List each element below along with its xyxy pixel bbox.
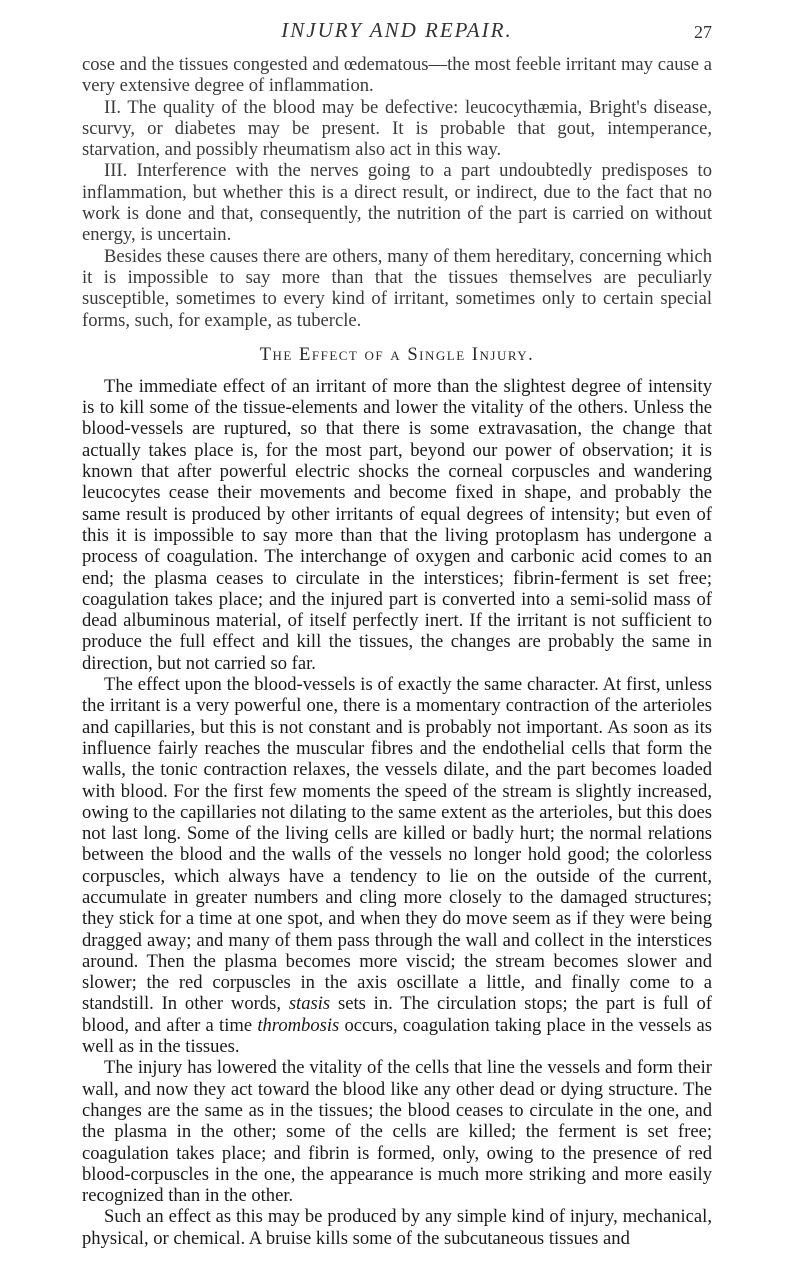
paragraph-injury: The injury has lowered the vitality of the cells that line the vessels and form their wall, and now they act toward the blood like any other dead or dying structure. The changes are the same as in the tissues; the blood ceases to circulate in the one, and the plasma in the other; some of the cells are killed; the ferment is set free; coagulation takes place; and fibrin is formed, only, owing to the presence of red blood-corpuscles in the one, the appearance is much more striking and more easily recognized than in the other.: [82, 1057, 712, 1207]
running-head: [82, 18, 712, 54]
paragraph-continued: cose and the tissues congested and œdematous—the most feeble irritant may cause a very extensive degree of inflammation.: [82, 54, 712, 97]
paragraph-cause-ii: II. The quality of the blood may be defective: leucocythæmia, Bright's disease, scurvy, or diabetes may be present. It is probable that gout, intemperance, starvation, and possibly rheumatism also act in this way.: [82, 96, 712, 161]
section-heading: The Effect of a Single Injury.: [259, 343, 535, 365]
paragraph-immediate-effect: The immediate effect of an irritant of more than the slightest degree of intensity is to kill some of the tissue-elements and lower the vitality of the others. Unless the blood-vessels are ruptured, so that there is some extravasation, the change that actually takes place is, for the most part, beyond our power of observation; it is known that after powerful electric shocks the corneal corpuscles and wandering leucocytes cease their movements and become fixed in shape, and probably the same result is produced by other irritants of equal degrees of intensity; but even of this it is impossible to say more than that the living protoplasm has undergone a process of coagulation. The interchange of oxygen and carbonic acid comes to an end; the plasma ceases to circulate in the interstices; fibrin-ferment is set free; coagulation takes place; and the injured part is converted into a semi-solid mass of dead albuminous material, of itself perfectly inert. If the irritant is not sufficient to produce the full effect and kill the tissues, the changes are probably the same in direction, but not carried so far.: [82, 375, 712, 674]
paragraph-text: sets in. The circulation stops; the part is full of blood, and after a time: [82, 993, 713, 1036]
italic-term-thrombosis: thrombosis: [257, 1014, 340, 1036]
paragraph-text: The effect upon the blood-vessels is of exactly the same character. At first, unless the irritant is a very powerful one, there is a momentary contraction of the arterioles and capillaries, but this is not constant and is probably not important. As soon as its influence fairly reaches the muscular fibres and the endothelial cells that form the walls, the tonic contraction relaxes, the vessels dilate, and the part becomes loaded with blood. For the first few moments the speed of the stream is slightly increased, owing to the capillaries not dilating to the same extent as the arterioles, but this does not last long. Some of the living cells are killed or badly hurt; the normal relations between the blood and the walls of the vessels no longer hold good; the colorless corpuscles, which always have a tendency to lie on the outside of the current, accumulate in greater numbers and cling more closely to the damaged structures; they stick for a time at one spot, and when they do move seem as if they were being dragged away; and many of them pass through the wall and collect in the interstices around. Then the plasma becomes more viscid; the stream becomes slower and slower; the red corpuscles in the axis oscillate a little, and finally come to a standstill. In other words,: [82, 674, 712, 1015]
paragraph-cause-iii: III. Interference with the nerves going to a part undoubtedly predisposes to inflammation, but whether this is a direct result, or indirect, due to the fact that no work is done and that, consequently, the nutrition of the part is carried on without energy, is uncertain.: [82, 160, 712, 246]
running-title: INJURY AND REPAIR.: [281, 18, 513, 42]
book-page: [82, 18, 712, 1249]
paragraph-such-an-effect: Such an effect as this may be produced by any simple kind of injury, mechanical, physical, or chemical. A bruise kills some of the subcutaneous tissues and: [82, 1206, 712, 1249]
paragraph-text: occurs, coagulation taking place in the vessels as well as in the tissues.: [82, 1014, 712, 1058]
paragraph-besides: Besides these causes there are others, many of them hereditary, concerning which it is impossible to say more than that the tissues themselves are peculiarly susceptible, sometimes to every kind of irritant, sometimes only to certain special forms, such, for example, as tubercle.: [82, 245, 712, 331]
page-number: 27: [694, 22, 712, 42]
italic-term-stasis: stasis: [288, 993, 331, 1015]
paragraph-blood-vessels: [82, 674, 712, 1057]
